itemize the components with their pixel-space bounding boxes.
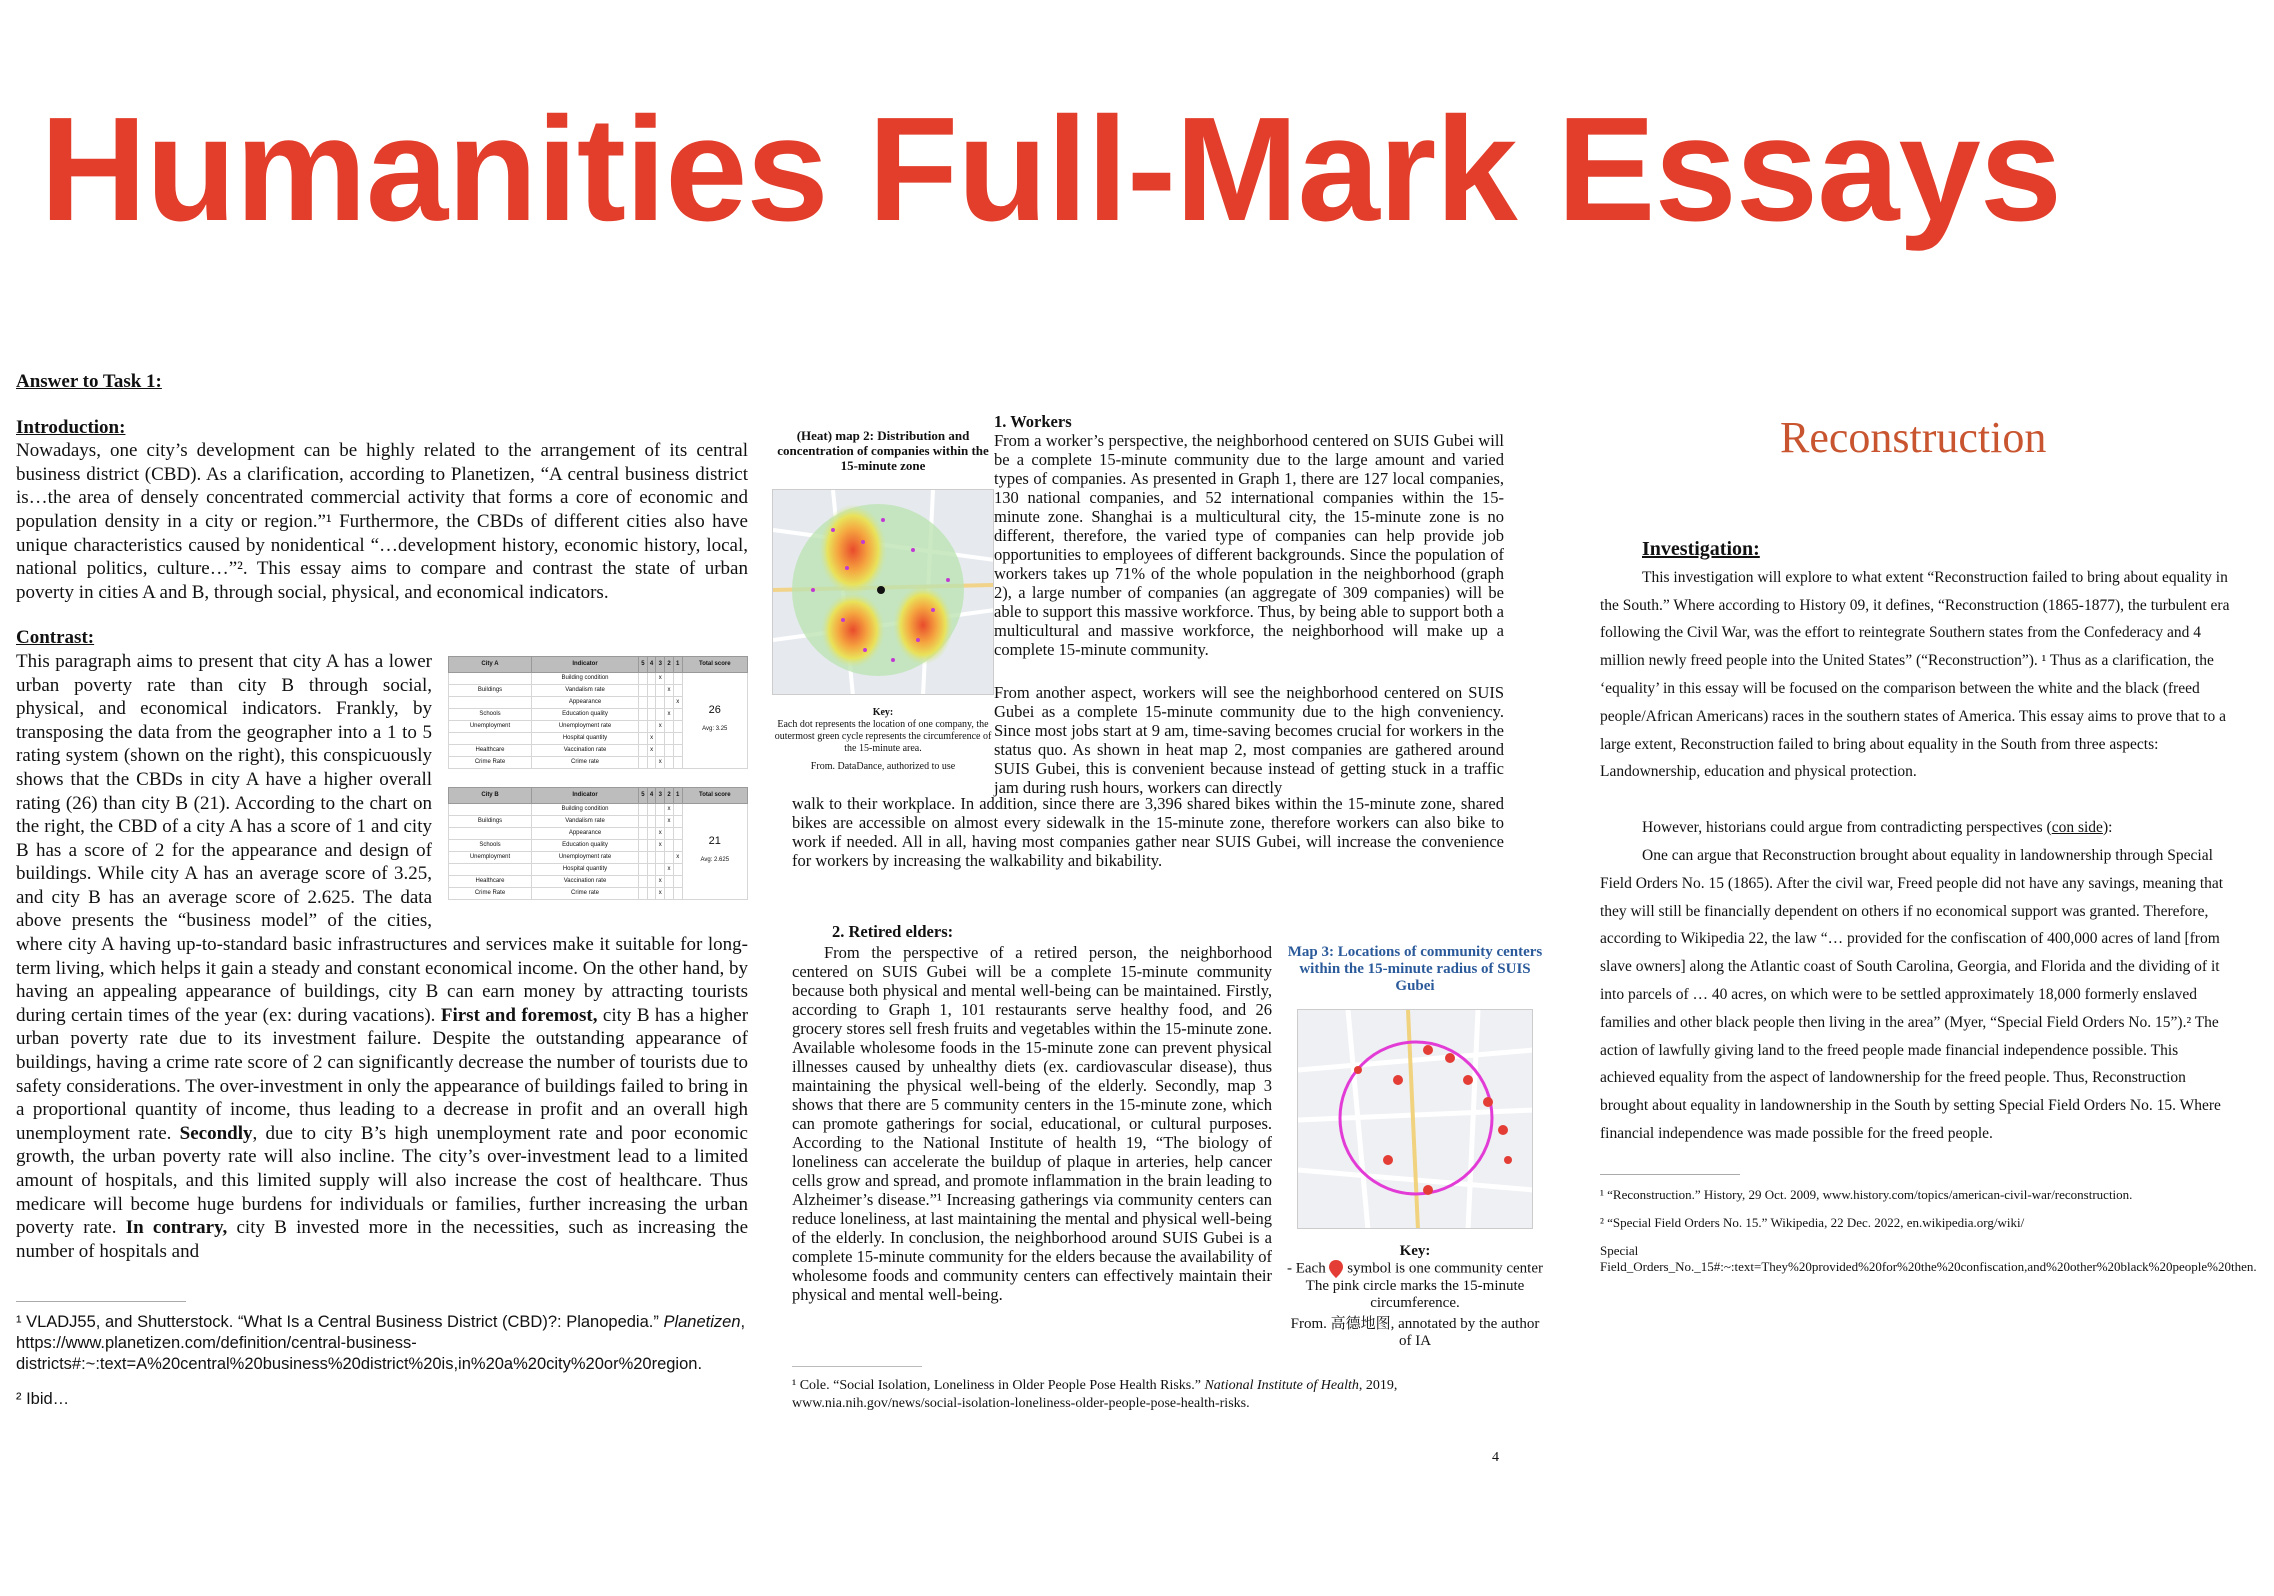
- contrast-bold-1: First and foremost,: [440, 1004, 598, 1026]
- table-cell-mark: x: [665, 815, 674, 827]
- table-cell-mark: [647, 839, 656, 851]
- table-cell-mark: x: [665, 803, 674, 815]
- table-cell-mark: x: [656, 887, 665, 899]
- table-cell-mark: [647, 815, 656, 827]
- table-header-1: 1: [673, 787, 682, 803]
- total-score: 26: [708, 704, 721, 717]
- left-essay-page: [16, 370, 748, 1410]
- table-cell-mark: x: [665, 708, 674, 720]
- table-cell-mark: [639, 708, 648, 720]
- table-cell-mark: [665, 744, 674, 756]
- task-heading: Answer to Task 1:: [16, 371, 162, 392]
- table-cell-mark: [647, 720, 656, 732]
- table-header-total: Total score: [682, 787, 747, 803]
- heatmap-graphic: [773, 490, 994, 695]
- map3-key-symbol-text: symbol is one community center: [1347, 1260, 1544, 1277]
- table-cell-mark: [673, 720, 682, 732]
- map3-key-each: - Each: [1286, 1260, 1326, 1277]
- table-cell-category: Unemployment: [449, 851, 532, 863]
- table-cell-mark: [656, 851, 665, 863]
- elders-paragraph: From the perspective of a retired person, the neighborhood centered on SUIS Gubei will be a complete 15-minute community because both physical and mental well-being can be maintained. Firstly, according to Graph 1, 101 restaurants serve healthy food, and 26 grocery stores sell fresh fruits and vegetables within the 15-minute zone. Available wholesome foods in the 15-minute zone can prevent physical illnesses caused by unhealthy diets (ex. cardiovascular disease), thus maintaining the physical well-being of the elderly. Secondly, map 3 shows that there are 5 community centers in the 15-minute zone, which can promote gatherings for social, educational, or cultural purposes. According to the National Institute of health 19, “The biology of loneliness can accelerate the buildup of plaque in arteries, help cancer cells grow and spread, and promote inflammation in the brain leading to Alzheimer’s disease.”¹ Increasing gatherings via community centers can reduce loneliness, at last maintaining the mental and physical well-being of the elderly. In conclusion, the neighborhood around SUIS Gubei is a complete 15-minute community for the elders because the availability of wholesome foods and community centers can effectively maintain their physical and mental well-being.: [792, 943, 1272, 1304]
- table-cell-mark: [639, 875, 648, 887]
- table-header-4: 4: [647, 656, 656, 672]
- table-cell-category: [449, 696, 532, 708]
- table-cell-mark: [647, 672, 656, 684]
- table-cell-mark: [673, 756, 682, 768]
- table-cell-mark: [673, 875, 682, 887]
- table-cell-mark: x: [673, 696, 682, 708]
- table-cell-mark: [647, 863, 656, 875]
- table-cell-mark: [639, 827, 648, 839]
- table-cell-mark: [639, 851, 648, 863]
- map3-image: [1297, 1009, 1533, 1229]
- footnote-1-text: ¹ VLADJ55, and Shutterstock. “What Is a Central Business District (CBD)?: Planopedia.”: [16, 1313, 659, 1332]
- table-header-1: 1: [673, 656, 682, 672]
- table-cell-mark: [647, 756, 656, 768]
- elders-section: [792, 922, 1272, 1304]
- table-cell-mark: [673, 887, 682, 899]
- table-cell-mark: [639, 672, 648, 684]
- table-cell-mark: [656, 803, 665, 815]
- table-cell-category: Crime Rate: [449, 756, 532, 768]
- table-cell-category: Schools: [449, 839, 532, 851]
- table-cell-mark: [656, 708, 665, 720]
- table-cell-indicator: Appearance: [531, 827, 638, 839]
- table-cell-mark: [673, 684, 682, 696]
- table-header-2: 2: [665, 787, 674, 803]
- map3-figure: [1284, 944, 1546, 1350]
- table-cell-mark: x: [656, 875, 665, 887]
- table-cell-mark: [647, 684, 656, 696]
- table-cell-mark: [647, 887, 656, 899]
- counter-argument-intro: [1600, 814, 2236, 842]
- table-cell-mark: [665, 851, 674, 863]
- right-essay-page: [1600, 536, 2257, 1275]
- table-cell-indicator: Building condition: [531, 672, 638, 684]
- table-cell-mark: x: [656, 720, 665, 732]
- table-cell-mark: [639, 839, 648, 851]
- heatmap-title: (Heat) map 2: Distribution and concentration of companies within the 15-minute zone: [777, 428, 989, 473]
- table-cell-indicator: Education quality: [531, 839, 638, 851]
- table-cell-indicator: Education quality: [531, 708, 638, 720]
- table-cell-mark: x: [673, 851, 682, 863]
- table-cell-mark: [673, 744, 682, 756]
- middle-footnote-source: National Institute of Health: [1204, 1378, 1359, 1393]
- table-cell-mark: [673, 708, 682, 720]
- table-cell-mark: x: [656, 756, 665, 768]
- footnote-2: ² Ibid…: [16, 1390, 70, 1409]
- table-cell-mark: [647, 696, 656, 708]
- heatmap-key-text: Each dot represents the location of one company, the outermost green cycle represents the circumference of the 15-minute area.: [774, 719, 992, 754]
- table-cell-mark: [639, 803, 648, 815]
- table-cell-mark: [673, 732, 682, 744]
- right-footnote-2: ² “Special Field Orders No. 15.” Wikipedia, 22 Dec. 2022, en.wikipedia.org/wiki/: [1600, 1214, 2025, 1230]
- table-header-total: Total score: [682, 656, 747, 672]
- table-cell-indicator: Crime rate: [531, 756, 638, 768]
- investigation-heading: Investigation:: [1642, 538, 1760, 560]
- table-cell-mark: [673, 803, 682, 815]
- table-cell-mark: x: [656, 827, 665, 839]
- table-header-5: 5: [639, 656, 648, 672]
- table-cell-indicator: Hospital quantity: [531, 863, 638, 875]
- counter-intro-text: However, historians could argue from contradicting perspectives (: [1642, 819, 2052, 837]
- table-cell-category: Schools: [449, 708, 532, 720]
- intro-paragraph: Nowadays, one city’s development can be highly related to the arrangement of its central business district (CBD). As a clarification, according to Planetizen, “A central business district is…the area of densely concentrated commercial activity that forms a core of economic and population density in a city or region.”¹ Furthermore, the CBDs of different cities also have unique characteristics caused by nonidentical “…development history, economic history, local, national politics, culture…”². This essay aims to compare and contrast the state of urban poverty in cities A and B, through social, physical, and economical indicators.: [16, 440, 748, 603]
- table-cell-mark: [647, 827, 656, 839]
- table-header-indicator: Indicator: [531, 787, 638, 803]
- table-cell-mark: [647, 803, 656, 815]
- table-cell-indicator: Vandalism rate: [531, 684, 638, 696]
- table-cell-mark: [639, 863, 648, 875]
- average-score: Avg: 2.625: [700, 857, 730, 864]
- table-cell-mark: [639, 887, 648, 899]
- footnote-divider: [16, 1301, 186, 1302]
- table-cell-mark: [656, 744, 665, 756]
- middle-footnote-text: [792, 1377, 1512, 1413]
- city-a-rating-table: [448, 656, 748, 769]
- table-cell-mark: [639, 744, 648, 756]
- heatmap-image: [772, 489, 994, 695]
- table-cell-mark: [673, 839, 682, 851]
- table-cell-category: Buildings: [449, 684, 532, 696]
- heatmap-figure: [772, 428, 994, 773]
- table-cell-indicator: Unemployment rate: [531, 851, 638, 863]
- table-cell-mark: [639, 732, 648, 744]
- table-cell-mark: [673, 815, 682, 827]
- table-cell-mark: [665, 732, 674, 744]
- workers-paragraph-1: From a worker’s perspective, the neighborhood centered on SUIS Gubei will be a complete 15-minute community due to the large amount and varied types of companies. As presented in Graph 1, there are 127 local companies, 130 national companies, and 52 international companies within the 15-minute zone. Shanghai is a multicultural city, the 15-minute zone is no different, therefore, the varied type of companies can help provide job opportunities to employees of different backgrounds. Since the population of workers takes up 71% of the whole population in the neighborhood (graph 2), a large number of companies (an aggregate of 309 companies) will be able to support this massive workforce. Thus, by being able to support both a multicultural and massive workforce, the neighborhood will make up a complete 15-minute community.: [994, 431, 1504, 659]
- total-score: 21: [708, 835, 721, 848]
- table-header-row: [449, 787, 748, 803]
- table-cell-mark: x: [647, 732, 656, 744]
- table-cell-mark: [665, 839, 674, 851]
- map3-key-label: Key:: [1399, 1243, 1431, 1259]
- table-cell-mark: [647, 875, 656, 887]
- middle-footnote-url: , 2019, www.nia.nih.gov/news/social-isolation-loneliness-older-people-pose-health-risks.: [792, 1378, 1398, 1411]
- table-cell-mark: [656, 815, 665, 827]
- table-cell-mark: [673, 672, 682, 684]
- footnote-1: [16, 1312, 748, 1375]
- table-cell-category: [449, 827, 532, 839]
- table-cell-total: [682, 672, 747, 768]
- table-cell-mark: [665, 672, 674, 684]
- table-cell-mark: [656, 696, 665, 708]
- table-cell-mark: [673, 863, 682, 875]
- counter-intro-end: ):: [2102, 819, 2113, 837]
- investigation-paragraph: This investigation will explore to what extent “Reconstruction failed to bring about equality in the South.” Where according to History 09, it defines, “Reconstruction (1865-1877), the turbulent era following the Civil War, was the effort to reintegrate Southern states from the Confederacy and 4 million newly freed people into the United States” (“Reconstruction”). ¹ Thus as a clarification, the ‘equality’ in this essay will be focused on the comparison between the white and the black (freed people/African Americans) races in the southern states of America. This essay aims to prove that to a large extent, Reconstruction failed to bring about equality in the South from three aspects: Landownership, education and physical protection.: [1600, 568, 2230, 781]
- table-cell-mark: [665, 756, 674, 768]
- con-side-link: con side: [2051, 819, 2103, 837]
- footnote-divider: [1600, 1174, 1740, 1175]
- table-cell-mark: [639, 720, 648, 732]
- table-header-indicator: Indicator: [531, 656, 638, 672]
- table-cell-mark: [647, 851, 656, 863]
- city-b-rating-table: [448, 787, 748, 900]
- table-header-row: [449, 656, 748, 672]
- average-score: Avg: 3.25: [702, 726, 728, 733]
- table-cell-category: Crime Rate: [449, 887, 532, 899]
- map3-key-item-1: [1284, 1260, 1546, 1278]
- intro-heading: Introduction:: [16, 416, 126, 438]
- contrast-text-1: This paragraph aims to present that city A has a lower urban poverty rate than city B through social, physical, and economical indicators. Frankly, by transposing the data from the geographer into a 1 to 5 rating system (shown on the right), this conspicuously shows that the CBDs in city A have a higher overall rating (26) than city B (21). According to the chart on the right, the CBD of a city A has a score of 1 and city B has a score of 2 for the appearance and design of buildings. While city A has an average score of 3.25, and city B has an average score of 2.625. The data above presents the “business model” of the cities, where city A having up-to-standard basic infrastructures and services make it suitable for long-term living, which helps it gain a steady and constant economical income. On the other hand, by having an appealing appearance of buildings, city B can earn money by attracting tourists during certain times of the year (ex: during vacations).: [16, 650, 748, 1026]
- table-cell-mark: [639, 756, 648, 768]
- reconstruction-title: Reconstruction: [1780, 413, 2047, 462]
- map-pin-icon: [1329, 1260, 1343, 1278]
- table-cell-mark: [673, 827, 682, 839]
- table-cell-mark: [656, 863, 665, 875]
- table-header-city: City A: [449, 656, 532, 672]
- table-cell-mark: x: [656, 839, 665, 851]
- table-cell-indicator: Building condition: [531, 803, 638, 815]
- contrast-heading: Contrast:: [16, 627, 95, 649]
- table-cell-indicator: Hospital quantity: [531, 732, 638, 744]
- map3-key-item-2: The pink circle marks the 15-minute circumference.: [1305, 1278, 1525, 1311]
- right-footnote-3: Special Field_Orders_No._15#:~:text=They%20provided%20for%20the%20confiscation,and%20other%20black%20people%20then.: [1600, 1242, 2257, 1274]
- table-cell-mark: [647, 708, 656, 720]
- table-cell-indicator: Crime rate: [531, 887, 638, 899]
- table-header-3: 3: [656, 656, 665, 672]
- landownership-paragraph: One can argue that Reconstruction brought about equality in landownership through Special Field Orders No. 15 (1865). After the civil war, Freed people did not have any savings, meaning that they will still be financially dependent on others if no economical support was granted. Therefore, according to Wikipedia 22, the law “… provided for the confiscation of 400,000 acres of land [from slave owners] along the Atlantic coast of South Carolina, Georgia, and Florida and the dividing of it into parcels of … 40 acres, on which were to be settled approximately 18,000 formerly enslaved families and other black people then living in the area” (Myer, “Special Field Orders No. 15”).² The action of lawfully giving land to the freed people made financial independence possible. This achieved equality from the aspect of landownership for the freed people. Thus, Reconstruction brought about equality in landownership in the South by setting Special Field Orders No. 15. Where financial independence was made possible for the freed people.: [1600, 846, 2224, 1142]
- table-cell-category: Healthcare: [449, 875, 532, 887]
- right-footnote-1: ¹ “Reconstruction.” History, 29 Oct. 2009, www.history.com/topics/american-civil-war/reconstruction.: [1600, 1186, 2133, 1202]
- workers-section: [994, 412, 1504, 797]
- table-cell-mark: x: [647, 744, 656, 756]
- map3-title: Map 3: Locations of community centers within the 15-minute radius of SUIS Gubei: [1287, 944, 1543, 994]
- table-cell-category: Unemployment: [449, 720, 532, 732]
- map3-source: From. 高德地图, annotated by the author of IA: [1290, 1316, 1540, 1349]
- table-header-3: 3: [656, 787, 665, 803]
- contrast-text-3: , due to city B’s high unemployment rate and poor economic growth, the urban poverty rate will also incline. The city’s over-investment lead to a limited amount of hospitals, and this limited supply will also increase the cost of healthcare. Thus medicare will become huge burdens for individuals or families, further increasing the urban poverty rate.: [16, 1122, 748, 1239]
- table-cell-category: Healthcare: [449, 744, 532, 756]
- table-cell-mark: [656, 732, 665, 744]
- contrast-bold-2: Secondly: [179, 1122, 253, 1144]
- table-header-4: 4: [647, 787, 656, 803]
- middle-footnote-a: ¹ Cole. “Social Isolation, Loneliness in Older People Pose Health Risks.”: [792, 1378, 1201, 1393]
- table-cell-indicator: Vandalism rate: [531, 815, 638, 827]
- table-cell-indicator: Unemployment rate: [531, 720, 638, 732]
- contrast-bold-3: In contrary,: [125, 1217, 228, 1239]
- table-cell-category: [449, 863, 532, 875]
- table-cell-mark: [665, 875, 674, 887]
- map3-graphic: [1298, 1010, 1533, 1229]
- table-cell-mark: [639, 696, 648, 708]
- table-cell-mark: [639, 815, 648, 827]
- table-cell-indicator: Vaccination rate: [531, 744, 638, 756]
- table-cell-indicator: Vaccination rate: [531, 875, 638, 887]
- table-cell-category: Buildings: [449, 815, 532, 827]
- table-header-2: 2: [665, 656, 674, 672]
- table-row: [449, 803, 748, 815]
- table-row: [449, 672, 748, 684]
- table-cell-mark: x: [665, 863, 674, 875]
- workers-heading: 1. Workers: [994, 412, 1072, 431]
- footnote-1-source: Planetizen: [663, 1313, 741, 1332]
- table-cell-mark: [665, 887, 674, 899]
- footnote-divider: [792, 1366, 922, 1367]
- table-cell-category: [449, 803, 532, 815]
- workers-paragraph-2: From another aspect, workers will see the neighborhood centered on SUIS Gubei as a complete 15-minute community due to the high conveniency. Since most jobs start at 9 am, time-saving becomes crucial for workers in the status quo. As shown in heat map 2, most companies are gathered around SUIS Gubei, this is convenient because instead of getting stuck in a traffic jam during rush hours, workers can directly: [994, 683, 1504, 797]
- rating-tables: [448, 656, 748, 918]
- table-cell-mark: [656, 684, 665, 696]
- table-cell-total: [682, 803, 747, 899]
- table-cell-mark: [639, 684, 648, 696]
- contrast-text-2: city B has a higher urban poverty rate due to its investment failure. Despite the outstanding appearance of buildings, having a crime rate score of 2 can significantly decrease the number of tourists due to safety considerations. The over-investment in only the appearance of buildings failed to bring in a proportional quantity of income, thus leading to a decrease in profit and an overall high unemployment rate.: [16, 1004, 749, 1144]
- table-cell-mark: [665, 827, 674, 839]
- table-cell-category: [449, 672, 532, 684]
- table-header-city: City B: [449, 787, 532, 803]
- table-cell-mark: x: [665, 684, 674, 696]
- heatmap-key-label: Key:: [872, 707, 894, 718]
- heatmap-source: From. DataDance, authorized to use: [810, 761, 956, 772]
- workers-paragraph-2-continued: walk to their workplace. In addition, since there are 3,396 shared bikes within the 15-minute zone, shared bikes are accessible on almost every sidewalk in the 15-minute zone, therefore workers can also bike to work if needed. All in all, having most companies gather near SUIS Gubei, will increase the convenience for workers by increasing the walkability and bikability.: [792, 794, 1504, 870]
- table-cell-mark: x: [656, 672, 665, 684]
- footnote-1-url: , https://www.planetizen.com/definition/central-business-districts#:~:text=A%20central%20business%20district%20is,in%20a%20city%20or%20region.: [16, 1313, 746, 1374]
- table-cell-category: [449, 732, 532, 744]
- table-cell-mark: [665, 720, 674, 732]
- middle-footnote: [792, 1366, 1512, 1413]
- table-cell-mark: [665, 696, 674, 708]
- page-title: Humanities Full-Mark Essays: [40, 87, 2062, 252]
- table-header-5: 5: [639, 787, 648, 803]
- elders-heading: 2. Retired elders:: [832, 922, 954, 941]
- page-number: 4: [1492, 1450, 1499, 1465]
- table-cell-indicator: Appearance: [531, 696, 638, 708]
- contrast-text-4: city B invested more in the necessities, such as increasing the number of hospitals and: [16, 1217, 749, 1262]
